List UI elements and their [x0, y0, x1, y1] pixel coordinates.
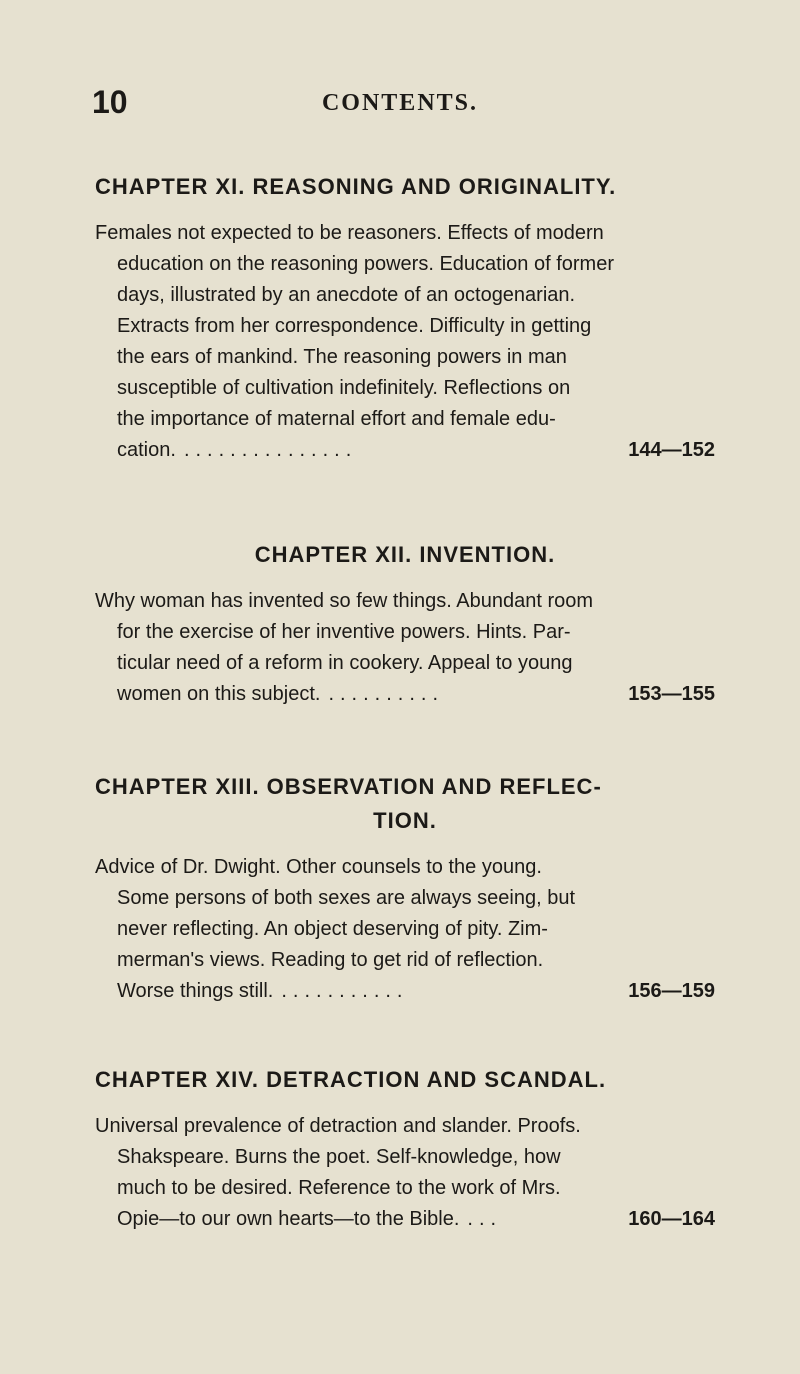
chapter-summary: [95, 218, 715, 466]
chapter-heading: CHAPTER XIII. OBSERVATION AND REFLEC-: [95, 774, 602, 799]
chapter-xiii-entry: [95, 770, 715, 1007]
page-range: 144—152: [628, 439, 715, 461]
summary-line: Extracts from her correspondence. Difficulty in getting: [117, 315, 592, 337]
summary-last-line: [95, 1204, 715, 1235]
dot-leader: ...........: [281, 980, 409, 1002]
page-number: 10: [92, 84, 128, 120]
chapter-heading-continuation: TION.: [373, 808, 437, 833]
summary-line: education on the reasoning powers. Education of former: [117, 253, 614, 275]
chapter-heading: CHAPTER XIV. DETRACTION AND SCANDAL.: [95, 1067, 607, 1092]
chapter-heading: CHAPTER XI. REASONING AND ORIGINALITY.: [95, 174, 617, 199]
summary-line: Universal prevalence of detraction and slander. Proofs.: [95, 1115, 581, 1137]
chapter-heading: CHAPTER XII. INVENTION.: [254, 542, 556, 567]
chapter-summary: [95, 586, 715, 710]
chapter-xiv-entry: [95, 1063, 715, 1235]
chapter-summary: [95, 1111, 715, 1235]
summary-last-line: [95, 679, 715, 710]
chapter-summary: [95, 852, 715, 1007]
summary-line: merman's views. Reading to get rid of reflection.: [117, 949, 544, 971]
dot-leader: ...............: [183, 439, 358, 461]
page-range: 156—159: [628, 980, 715, 1002]
chapter-xii-entry: [95, 538, 715, 710]
summary-line: susceptible of cultivation indefinitely. Reflections on: [117, 377, 571, 399]
summary-line: Why woman has invented so few things. Abundant room: [95, 590, 594, 612]
summary-line: the ears of mankind. The reasoning powers in man: [117, 346, 567, 368]
summary-line: never reflecting. An object deserving of pity. Zim-: [117, 918, 548, 940]
summary-last-line: [95, 435, 715, 466]
chapter-xi-entry: [95, 170, 715, 466]
summary-line: Advice of Dr. Dwight. Other counsels to the young.: [95, 856, 542, 878]
summary-line: Some persons of both sexes are always seeing, but: [117, 887, 576, 909]
summary-line: for the exercise of her inventive powers. Hints. Par-: [117, 621, 571, 643]
running-head: [0, 84, 800, 124]
page-range: 153—155: [628, 683, 715, 705]
summary-last-line: [95, 976, 715, 1007]
dot-leader: ...: [467, 1208, 503, 1230]
summary-line: much to be desired. Reference to the work of Mrs.: [117, 1177, 561, 1199]
summary-line: days, illustrated by an anecdote of an octogenarian.: [117, 284, 576, 306]
summary-last-text: Worse things still.: [117, 980, 274, 1002]
summary-line: Females not expected to be reasoners. Effects of modern: [95, 222, 604, 244]
dot-leader: ..........: [328, 683, 445, 705]
summary-line: Shakspeare. Burns the poet. Self-knowledge, how: [117, 1146, 561, 1168]
summary-line: the importance of maternal effort and female edu-: [117, 408, 556, 430]
page-range: 160—164: [628, 1208, 715, 1230]
running-title: CONTENTS.: [321, 90, 479, 116]
summary-last-text: Opie—to our own hearts—to the Bible.: [117, 1208, 460, 1230]
summary-last-text: women on this subject.: [117, 683, 321, 705]
summary-last-text: cation.: [117, 439, 176, 461]
summary-line: ticular need of a reform in cookery. Appeal to young: [117, 652, 573, 674]
